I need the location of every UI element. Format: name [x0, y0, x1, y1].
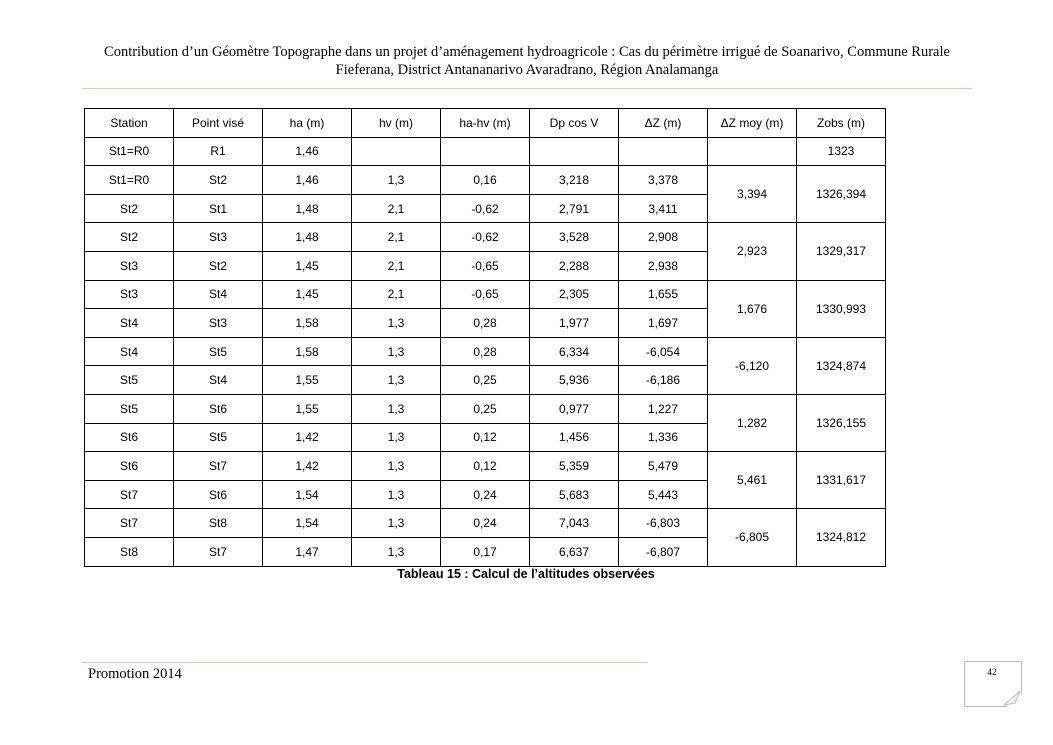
- table-cell: 3,528: [530, 223, 619, 252]
- dz-moy-cell: 1,282: [708, 394, 797, 451]
- table-cell: [530, 137, 619, 166]
- table-cell: -6,803: [619, 509, 708, 538]
- table-cell: 1,58: [263, 337, 352, 366]
- table-cell: 1,48: [263, 223, 352, 252]
- table-row: [85, 509, 886, 538]
- table-cell: St6: [174, 394, 263, 423]
- table-cell: 0,16: [441, 166, 530, 195]
- table-cell: 0,28: [441, 337, 530, 366]
- table-cell: St2: [85, 194, 174, 223]
- table-row: [85, 452, 886, 481]
- table-row: [85, 280, 886, 309]
- table-cell: 1323: [797, 137, 886, 166]
- zobs-cell: 1326,394: [797, 166, 886, 223]
- column-header: hv (m): [352, 109, 441, 138]
- table-cell: 5,683: [530, 480, 619, 509]
- table-row: [85, 166, 886, 195]
- table-cell: St3: [85, 280, 174, 309]
- table-cell: St7: [85, 509, 174, 538]
- table-cell: St3: [174, 309, 263, 338]
- zobs-cell: 1324,812: [797, 509, 886, 566]
- table-cell: 3,411: [619, 194, 708, 223]
- footer-promotion: Promotion 2014: [88, 666, 182, 682]
- table-cell: 5,479: [619, 452, 708, 481]
- table-cell: 1,655: [619, 280, 708, 309]
- table-cell: St2: [85, 223, 174, 252]
- table-caption: Tableau 15 : Calcul de l’altitudes observées: [397, 567, 655, 581]
- page-number: 42: [987, 668, 997, 678]
- table-cell: 1,55: [263, 366, 352, 395]
- table-cell: St8: [85, 537, 174, 566]
- table-cell: St8: [174, 509, 263, 538]
- table-cell: 1,456: [530, 423, 619, 452]
- zobs-cell: 1331,617: [797, 452, 886, 509]
- table-cell: 0,28: [441, 309, 530, 338]
- table-cell: St6: [85, 423, 174, 452]
- table-cell: 1,3: [352, 394, 441, 423]
- table-cell: St2: [174, 251, 263, 280]
- table-row: [85, 137, 886, 166]
- table-cell: St5: [85, 394, 174, 423]
- table-cell: St1=R0: [85, 137, 174, 166]
- table-cell: St5: [174, 423, 263, 452]
- table-cell: 1,3: [352, 423, 441, 452]
- table-cell: 0,25: [441, 366, 530, 395]
- zobs-cell: 1329,317: [797, 223, 886, 280]
- table-cell: St4: [85, 337, 174, 366]
- table-cell: 1,3: [352, 309, 441, 338]
- table-cell: 2,908: [619, 223, 708, 252]
- table-cell: St6: [174, 480, 263, 509]
- column-header: ha (m): [263, 109, 352, 138]
- table-cell: 2,305: [530, 280, 619, 309]
- table-cell: -0,62: [441, 194, 530, 223]
- table-header-row: [85, 109, 886, 138]
- table-cell: 2,1: [352, 280, 441, 309]
- table-cell: 0,12: [441, 452, 530, 481]
- table-row: [85, 337, 886, 366]
- altitude-calculation-table: [84, 108, 886, 567]
- header-line-1: Contribution d’un Géomètre Topographe dans un projet d’aménagement hydroagricole : Cas du périmètre irrigué de Soanarivo, Commune Rurale: [104, 44, 950, 60]
- table-cell: 1,46: [263, 166, 352, 195]
- table-cell: R1: [174, 137, 263, 166]
- column-header: Point visé: [174, 109, 263, 138]
- table-cell: St7: [174, 537, 263, 566]
- table-cell: 1,54: [263, 480, 352, 509]
- page-curl-icon: [1003, 690, 1021, 706]
- table-cell: 1,45: [263, 251, 352, 280]
- table-cell: -0,62: [441, 223, 530, 252]
- table-cell: 0,24: [441, 509, 530, 538]
- table-cell: [619, 137, 708, 166]
- table-cell: St4: [174, 280, 263, 309]
- table-cell: 0,977: [530, 394, 619, 423]
- table-cell: 7,043: [530, 509, 619, 538]
- table-row: [85, 394, 886, 423]
- column-header: Dp cos V: [530, 109, 619, 138]
- table-cell: St1=R0: [85, 166, 174, 195]
- table-cell: 6,334: [530, 337, 619, 366]
- column-header: Station: [85, 109, 174, 138]
- table-row: [85, 223, 886, 252]
- table-cell: 5,443: [619, 480, 708, 509]
- table-cell: 0,25: [441, 394, 530, 423]
- table-cell: -6,054: [619, 337, 708, 366]
- table-cell: [352, 137, 441, 166]
- table-cell: -6,186: [619, 366, 708, 395]
- dz-moy-cell: 1,676: [708, 280, 797, 337]
- zobs-cell: 1326,155: [797, 394, 886, 451]
- footer-divider: [82, 662, 648, 663]
- table-cell: -6,807: [619, 537, 708, 566]
- table-cell: St1: [174, 194, 263, 223]
- table-cell: 2,791: [530, 194, 619, 223]
- table-cell: 1,977: [530, 309, 619, 338]
- dz-moy-cell: 3,394: [708, 166, 797, 223]
- table-cell: 1,3: [352, 509, 441, 538]
- column-header: ΔZ moy (m): [708, 109, 797, 138]
- zobs-cell: 1324,874: [797, 337, 886, 394]
- column-header: ha-hv (m): [441, 109, 530, 138]
- column-header: Zobs (m): [797, 109, 886, 138]
- table-cell: 1,42: [263, 452, 352, 481]
- table-cell: 1,3: [352, 452, 441, 481]
- table-cell: 6,637: [530, 537, 619, 566]
- table-cell: 0,17: [441, 537, 530, 566]
- table-cell: St4: [174, 366, 263, 395]
- table-cell: 5,936: [530, 366, 619, 395]
- table-cell: 1,55: [263, 394, 352, 423]
- dz-moy-cell: 2,923: [708, 223, 797, 280]
- table-cell: 2,1: [352, 223, 441, 252]
- table-cell: 1,46: [263, 137, 352, 166]
- table-cell: 1,697: [619, 309, 708, 338]
- table-cell: 0,12: [441, 423, 530, 452]
- header-divider: [82, 88, 972, 89]
- table-cell: St3: [85, 251, 174, 280]
- table-cell: 1,58: [263, 309, 352, 338]
- column-header: ΔZ (m): [619, 109, 708, 138]
- dz-moy-cell: -6,120: [708, 337, 797, 394]
- table-cell: 1,54: [263, 509, 352, 538]
- table-cell: [441, 137, 530, 166]
- table-cell: 1,227: [619, 394, 708, 423]
- table-cell: 2,288: [530, 251, 619, 280]
- table-cell: 1,45: [263, 280, 352, 309]
- table-cell: 1,3: [352, 537, 441, 566]
- table-cell: 1,3: [352, 366, 441, 395]
- table-cell: 3,378: [619, 166, 708, 195]
- dz-moy-cell: -6,805: [708, 509, 797, 566]
- zobs-cell: 1330,993: [797, 280, 886, 337]
- table-cell: St7: [85, 480, 174, 509]
- table-cell: -0,65: [441, 280, 530, 309]
- table-cell: 3,218: [530, 166, 619, 195]
- table-cell: St5: [85, 366, 174, 395]
- table-cell: 1,42: [263, 423, 352, 452]
- table-cell: 1,3: [352, 337, 441, 366]
- table-cell: -0,65: [441, 251, 530, 280]
- table-cell: 1,3: [352, 480, 441, 509]
- table-cell: 2,1: [352, 194, 441, 223]
- table-cell: St3: [174, 223, 263, 252]
- table-cell: St4: [85, 309, 174, 338]
- header-line-2: Fieferana, District Antananarivo Avaradrano, Région Analamanga: [335, 62, 719, 78]
- table-cell: 1,3: [352, 166, 441, 195]
- document-header: [82, 43, 972, 79]
- table-cell: St2: [174, 166, 263, 195]
- dz-moy-cell: 5,461: [708, 452, 797, 509]
- table-cell: St6: [85, 452, 174, 481]
- table-cell: 2,1: [352, 251, 441, 280]
- table-cell: 2,938: [619, 251, 708, 280]
- table-cell: 1,336: [619, 423, 708, 452]
- table-cell: 5,359: [530, 452, 619, 481]
- table-cell: 1,48: [263, 194, 352, 223]
- table-cell: 0,24: [441, 480, 530, 509]
- table-cell: St5: [174, 337, 263, 366]
- table-cell: 1,47: [263, 537, 352, 566]
- table-cell: [708, 137, 797, 166]
- table-cell: St7: [174, 452, 263, 481]
